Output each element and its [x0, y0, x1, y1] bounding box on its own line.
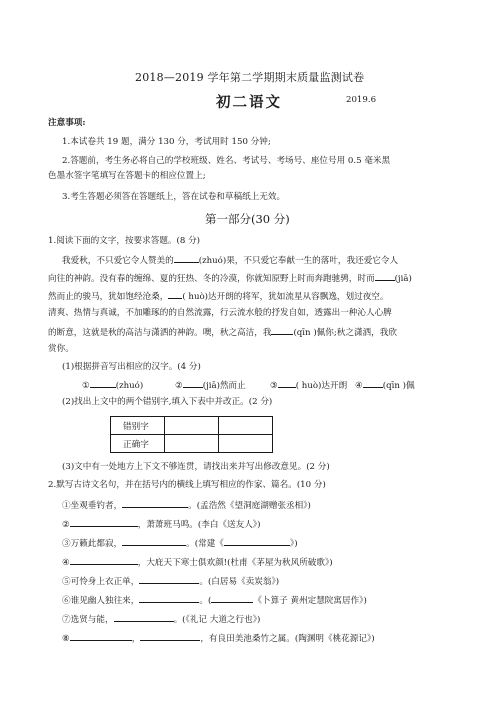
q1-sub2-label: (2)找出上文中的两个错别字,填入下表中并改正。(2 分): [62, 397, 273, 407]
q1-sub3-label: (3)文中有一处地方上下文不够连贯，请找出来并写出修改意见。(2 分): [62, 462, 330, 472]
notes-heading: 注意事项:: [48, 118, 86, 128]
table-cell[interactable]: [219, 417, 273, 435]
q2-line-2: ② ，萧萧班马鸣。(李白《送友人》): [62, 517, 260, 531]
q1-sub1-item-1: ① (zhuó): [82, 378, 143, 392]
subject-title: 初二语文: [216, 94, 282, 111]
q2-stem: 2.默写古诗文名句，并在括号内的横线上填写相应的作家、篇名。(10 分): [48, 480, 326, 490]
q1-sub1-label: (1)根据拼音写出相应的汉字。(4 分): [62, 362, 201, 372]
q2-line-8: ⑧ ， ，有良田美池桑竹之属。(陶渊明《桃花源记》): [62, 631, 375, 645]
q2-line-5: ⑤可怜身上衣正单， 。(白居易《卖炭翁》): [62, 574, 279, 588]
q1-sub1-item-4: ④ (qīn )佩: [355, 378, 415, 392]
exam-date: 2019.6: [346, 95, 377, 105]
table-cell[interactable]: [219, 435, 273, 453]
note-item-1: 1.本试卷共 19 题，满分 130 分，考试用时 150 分钟;: [62, 137, 271, 147]
passage-line-1: 我爱秋，不只爱它令人赞美的 (zhuó)果，不只爱它奉献一生的落叶，我还爱它令人: [62, 253, 398, 267]
passage-line-2: 向往的神韵。没有春的缠绵、夏的狂热、冬的冷漠，你就知原野上时而奔跑驰骋，时而 (jiā): [48, 271, 412, 285]
part1-title: 第一部分(30 分): [205, 212, 290, 226]
q2-line-1: ①坐观垂钓者， 。(孟浩然《望洞庭湖赠张丞相》): [62, 498, 311, 512]
note-item-3: 3.考生答题必须答在答题纸上，答在试卷和草稿纸上无效。: [62, 192, 286, 202]
passage-line-6: 赏你。: [48, 344, 74, 354]
correction-table: [110, 416, 273, 453]
q2-line-4: ④ ，大庇天下寒士俱欢颜!(杜甫《茅屋为秋风所破歌》): [62, 555, 333, 569]
note-item-2-line1: 2.答题前，考生务必将自己的学校班级、姓名、考试号、考场号、座位号用 0.5 毫米黑: [62, 156, 391, 166]
blank-zhuo: [174, 253, 199, 263]
table-cell[interactable]: [165, 417, 219, 435]
q1-stem: 1.阅读下面的文字，按要求答题。(8 分): [48, 236, 201, 246]
blank-huo: [168, 289, 182, 299]
passage-line-5: 的断意，这就是秋的高洁与潇洒的神韵。噢，秋之高洁，我 (qīn )佩你;秋之潇洒，我欣: [48, 325, 397, 339]
q1-sub1-item-3: ③ ( huò)达开朗: [270, 378, 347, 392]
passage-line-4: 清爽、热情与真诚，不加雕琢的的自然流露，行云流水般的抒发自如，透露出一种沁人心脾: [48, 308, 392, 318]
table-header-wrong: 错别字: [111, 417, 165, 435]
note-item-2-line2: 色墨水签字笔填写在答题卡的相应位置上;: [48, 171, 206, 181]
exam-title: 2018—2019 学年第二学期期末质量监测试卷: [135, 71, 365, 84]
passage-line-3: 然而止的骏马，犹如饱经沧桑， ( huò)达开朗的将军，犹如流星从容飘逸，划过夜空。: [48, 289, 388, 303]
q1-sub1-item-2: ② (jiā)然而止: [175, 378, 246, 392]
blank-jia: [375, 271, 395, 281]
blank-qin: [271, 325, 293, 335]
q2-line-6: ⑥谁见幽人独往来， 。( 《卜算子 黄州定慧院寓居作》): [62, 593, 367, 607]
q2-line-7: ⑦选贤与能， 。(《礼记 大道之行也》): [62, 612, 260, 626]
table-header-correct: 正确字: [111, 435, 165, 453]
table-cell[interactable]: [165, 435, 219, 453]
q2-line-3: ③万籁此都寂， 。(常建《 》): [62, 536, 298, 550]
